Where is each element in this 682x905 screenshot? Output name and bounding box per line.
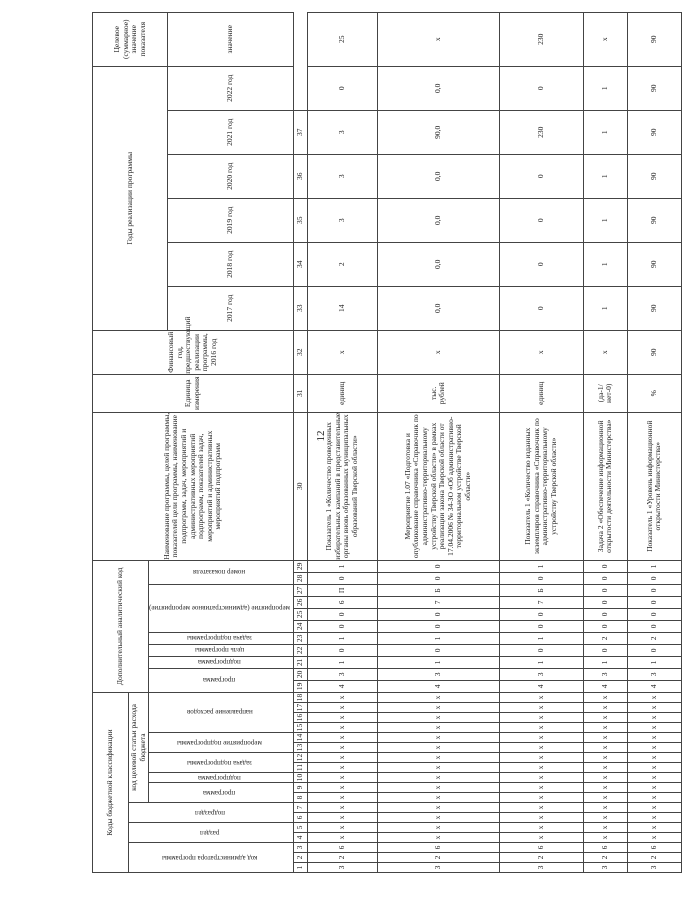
- row-fin-year-value: x: [377, 330, 499, 374]
- analytic-code-cell: 2: [583, 632, 627, 644]
- column-number: 25: [293, 608, 307, 620]
- code-cell: x: [377, 692, 499, 702]
- code-cell: x: [583, 743, 627, 753]
- row-name: Показатель 1 «Количество проведенных избирательных кампаний в представительные органы вновь образованных муниципальных образований Тверской области»: [307, 412, 377, 560]
- analytic-code-cell: 0: [307, 620, 377, 632]
- code-cell: x: [627, 773, 681, 783]
- year-2020-header: 2020 год: [168, 154, 293, 198]
- column-number: 17: [293, 703, 307, 713]
- row-unit: единиц: [307, 374, 377, 412]
- analytic-code-cell: 7: [499, 596, 583, 608]
- code-cell: x: [307, 723, 377, 733]
- code-cell: x: [627, 723, 681, 733]
- ac-subprogram-task-header: задача подпрограммы: [187, 634, 253, 643]
- row-unit: %: [627, 374, 681, 412]
- column-number: 5: [293, 823, 307, 833]
- row-fin-year-value: x: [307, 330, 377, 374]
- column-number: 34: [293, 242, 307, 286]
- ac-subprogram-header: подпрограмма: [198, 658, 241, 667]
- analytic-code-cell: 0: [583, 572, 627, 584]
- code-cell: x: [377, 813, 499, 823]
- table-body: [307, 12, 681, 872]
- analytic-code-cell: Б: [499, 584, 583, 596]
- year-2021-header: 2021 год: [168, 110, 293, 154]
- analytic-code-cell: 6: [307, 596, 377, 608]
- column-number: 4: [293, 833, 307, 843]
- column-number: 32: [293, 330, 307, 374]
- analytic-code-cell: 4: [627, 680, 681, 692]
- code-cell: 6: [583, 843, 627, 853]
- analytic-code-cell: 0: [627, 584, 681, 596]
- row-fin-year-value: x: [583, 330, 627, 374]
- code-cell: 3: [499, 863, 583, 873]
- code-cell: x: [377, 773, 499, 783]
- column-number: 15: [293, 723, 307, 733]
- row-year-value: 90: [627, 242, 681, 286]
- row-unit: единиц: [499, 374, 583, 412]
- code-cell: x: [583, 763, 627, 773]
- target-value-header: Целевое (суммарное) значение показателя: [93, 12, 168, 66]
- row-name: Показатель 1 «Уровень информационной открытости Министерства»: [627, 412, 681, 560]
- code-cell: x: [627, 823, 681, 833]
- row-year-value: 90: [627, 286, 681, 330]
- code-cell: x: [499, 703, 583, 713]
- code-cell: x: [499, 793, 583, 803]
- code-cell: x: [307, 692, 377, 702]
- code-cell: x: [499, 753, 583, 763]
- analytic-code-cell: 0: [377, 644, 499, 656]
- ac-indicator-no-header: номер показателя: [193, 568, 246, 577]
- table-stage: [92, 19, 663, 873]
- code-cell: x: [583, 793, 627, 803]
- row-year-value: 3: [307, 110, 377, 154]
- column-number: 33: [293, 286, 307, 330]
- code-cell: x: [307, 733, 377, 743]
- code-cell: x: [583, 753, 627, 763]
- analytic-code-cell: 0: [499, 608, 583, 620]
- analytic-code-cell: 0: [307, 572, 377, 584]
- code-cell: x: [627, 713, 681, 723]
- column-number: 24: [293, 620, 307, 632]
- code-cell: x: [307, 713, 377, 723]
- analytic-code-cell: 0: [627, 644, 681, 656]
- analytic-code-cell: 1: [377, 632, 499, 644]
- analytic-code-cell: 0: [583, 596, 627, 608]
- row-year-value: 90,0: [377, 110, 499, 154]
- code-cell: x: [627, 783, 681, 793]
- analytic-code-cell: 1: [307, 656, 377, 668]
- analytic-code-cell: 0: [499, 572, 583, 584]
- code-cell: x: [377, 763, 499, 773]
- row-target-value: x: [377, 12, 499, 66]
- table-row: [307, 12, 377, 872]
- row-target-value: 25: [307, 12, 377, 66]
- code-cell: x: [499, 833, 583, 843]
- analytic-code-cell: 0: [377, 608, 499, 620]
- analytic-code-cell: 4: [307, 680, 377, 692]
- subsection-header: подраздел: [194, 808, 225, 817]
- analytic-code-cell: 1: [307, 632, 377, 644]
- code-cell: x: [627, 763, 681, 773]
- analytic-code-cell: 0: [627, 608, 681, 620]
- row-year-value: 1: [583, 154, 627, 198]
- code-cell: x: [377, 783, 499, 793]
- column-number: 11: [293, 763, 307, 773]
- row-year-value: 0: [307, 66, 377, 110]
- code-cell: x: [499, 813, 583, 823]
- analytic-code-cell: 0: [499, 644, 583, 656]
- row-name: Показатель 1 «Количество изданных экземпляров справочника «Справочник по административно-территориальному устройству Тверской области»: [499, 412, 583, 560]
- ac-program-header: программа: [203, 676, 236, 685]
- rotated-table-area: [92, 19, 663, 873]
- row-year-value: 0: [499, 286, 583, 330]
- column-number: 10: [293, 773, 307, 783]
- analytic-code-cell: 0: [627, 620, 681, 632]
- code-cell: x: [627, 733, 681, 743]
- code-cell: 2: [499, 853, 583, 863]
- year-2019-header: 2019 год: [168, 198, 293, 242]
- row-year-value: 14: [307, 286, 377, 330]
- analytic-code-cell: 3: [307, 668, 377, 680]
- row-year-value: 0,0: [377, 198, 499, 242]
- row-year-value: 3: [307, 154, 377, 198]
- code-cell: x: [377, 703, 499, 713]
- column-number-row: [293, 12, 307, 872]
- code-cell: x: [627, 803, 681, 813]
- analytic-code-cell: 7: [377, 596, 499, 608]
- row-fin-year-value: x: [499, 330, 583, 374]
- column-number: 12: [293, 753, 307, 763]
- code-cell: x: [499, 692, 583, 702]
- code-cell: 2: [627, 853, 681, 863]
- analytic-code-cell: 0: [377, 572, 499, 584]
- row-year-value: 0,0: [377, 66, 499, 110]
- code-cell: x: [499, 803, 583, 813]
- years-header: Годы реализации программы: [93, 66, 168, 330]
- year-2018-header: 2018 год: [168, 242, 293, 286]
- row-year-value: 90: [627, 154, 681, 198]
- column-number: 28: [293, 572, 307, 584]
- code-cell: 3: [627, 863, 681, 873]
- code-cell: 6: [307, 843, 377, 853]
- ac-program-goal-header: цель программы: [194, 646, 245, 655]
- column-number: 3: [293, 843, 307, 853]
- code-cell: x: [583, 823, 627, 833]
- analytic-code-cell: 1: [499, 560, 583, 572]
- code-cell: x: [499, 723, 583, 733]
- code-cell: x: [627, 813, 681, 823]
- column-number: 19: [293, 680, 307, 692]
- analytic-code-cell: 1: [499, 656, 583, 668]
- code-cell: x: [307, 813, 377, 823]
- analytic-code-cell: П: [307, 584, 377, 596]
- row-year-value: 230: [499, 110, 583, 154]
- codes-header: Коды бюджетной классификации: [93, 692, 129, 872]
- code-cell: 2: [583, 853, 627, 863]
- code-cell: x: [583, 773, 627, 783]
- row-year-value: 1: [583, 198, 627, 242]
- analytic-code-cell: 1: [583, 656, 627, 668]
- row-year-value: 0,0: [377, 154, 499, 198]
- analytic-code-cell: 0: [307, 608, 377, 620]
- row-unit: (да-1/нет-0): [583, 374, 627, 412]
- code-cell: x: [583, 803, 627, 813]
- column-number: 26: [293, 596, 307, 608]
- row-year-value: 0: [499, 154, 583, 198]
- code-cell: x: [377, 743, 499, 753]
- analytic-code-cell: 3: [377, 668, 499, 680]
- section-header: раздел: [199, 828, 220, 837]
- analytic-code-cell: 1: [627, 560, 681, 572]
- row-year-value: 90: [627, 66, 681, 110]
- table-row: [499, 12, 583, 872]
- analytic-code-cell: 3: [499, 668, 583, 680]
- row-year-value: 0: [499, 242, 583, 286]
- program-code-header: программа: [203, 788, 236, 797]
- analytic-code-cell: 4: [377, 680, 499, 692]
- subprogram-code-header: подпрограмма: [198, 773, 241, 782]
- code-cell: x: [499, 713, 583, 723]
- row-unit: тыс. рублей: [377, 374, 499, 412]
- row-year-value: 0: [499, 198, 583, 242]
- code-cell: x: [307, 773, 377, 783]
- code-cell: x: [499, 823, 583, 833]
- fin-year-header: Финансовый год, предшествующий реализации программы, 2016 год: [93, 330, 294, 374]
- table-row: [583, 12, 627, 872]
- code-cell: x: [307, 803, 377, 813]
- code-cell: x: [377, 723, 499, 733]
- column-number: 16: [293, 713, 307, 723]
- column-number: 13: [293, 743, 307, 753]
- row-year-value: 2: [307, 242, 377, 286]
- code-cell: x: [583, 783, 627, 793]
- column-number: 9: [293, 783, 307, 793]
- code-cell: x: [499, 783, 583, 793]
- code-cell: x: [377, 793, 499, 803]
- row-year-value: 1: [583, 66, 627, 110]
- analytic-code-cell: 4: [583, 680, 627, 692]
- code-cell: x: [307, 823, 377, 833]
- ac-event-header: мероприятие (административное мероприятие): [149, 604, 291, 613]
- analytic-code-cell: 1: [377, 656, 499, 668]
- code-cell: 3: [377, 863, 499, 873]
- column-number: 35: [293, 198, 307, 242]
- column-number: 37: [293, 110, 307, 154]
- row-name: Мероприятие 1.07 «Подготовка и опубликование справочника «Справочник по административно-территориальному устройству Тверской области» в рамках реализации закона Тверской области от 17.04.2006 № 34-ЗО «Об административно-территориальном устройстве Тверской области»: [377, 412, 499, 560]
- code-cell: x: [307, 743, 377, 753]
- code-cell: 2: [377, 853, 499, 863]
- row-target-value: 230: [499, 12, 583, 66]
- code-cell: x: [307, 753, 377, 763]
- column-number: 1: [293, 863, 307, 873]
- code-cell: 6: [377, 843, 499, 853]
- code-cell: x: [583, 703, 627, 713]
- analytic-code-cell: 0: [377, 620, 499, 632]
- analytic-code-cell: Б: [377, 584, 499, 596]
- column-number: 31: [293, 374, 307, 412]
- year-2022-header: 2022 год: [168, 66, 293, 110]
- value-subheader: значение: [168, 12, 293, 66]
- code-cell: 3: [307, 863, 377, 873]
- code-cell: x: [583, 833, 627, 843]
- additional-code-header: Дополнительный аналитический код: [93, 560, 149, 692]
- code-cell: x: [499, 733, 583, 743]
- analytic-code-cell: 0: [583, 620, 627, 632]
- analytic-code-cell: 0: [583, 584, 627, 596]
- program-indicators-table: [92, 12, 682, 873]
- column-number: 21: [293, 656, 307, 668]
- code-cell: x: [377, 713, 499, 723]
- row-year-value: 1: [583, 110, 627, 154]
- task-code-header: задача подпрограммы: [187, 758, 253, 767]
- code-cell: x: [627, 753, 681, 763]
- column-number: 8: [293, 793, 307, 803]
- analytic-code-cell: 3: [583, 668, 627, 680]
- column-number: 22: [293, 644, 307, 656]
- table-row: [627, 12, 681, 872]
- code-cell: x: [583, 733, 627, 743]
- row-year-value: 90: [627, 110, 681, 154]
- row-year-value: 0: [499, 66, 583, 110]
- code-cell: x: [499, 773, 583, 783]
- code-cell: x: [377, 733, 499, 743]
- table-row: [377, 12, 499, 872]
- column-number: 6: [293, 813, 307, 823]
- column-number: 30: [293, 412, 307, 560]
- code-cell: x: [627, 743, 681, 753]
- analytic-code-cell: 0: [583, 644, 627, 656]
- column-number: 2: [293, 853, 307, 863]
- code-cell: x: [583, 713, 627, 723]
- code-cell: x: [499, 763, 583, 773]
- analytic-code-cell: 0: [627, 596, 681, 608]
- code-cell: x: [499, 743, 583, 753]
- column-number: 7: [293, 803, 307, 813]
- column-number: 14: [293, 733, 307, 743]
- analytic-code-cell: 0: [307, 644, 377, 656]
- code-cell: x: [307, 793, 377, 803]
- direction-code-header: направление расходов: [186, 708, 253, 717]
- column-number: 27: [293, 584, 307, 596]
- analytic-code-cell: 4: [499, 680, 583, 692]
- row-year-value: 0,0: [377, 242, 499, 286]
- code-cell: x: [377, 803, 499, 813]
- code-cell: 2: [307, 853, 377, 863]
- code-cell: x: [627, 833, 681, 843]
- code-cell: 3: [583, 863, 627, 873]
- analytic-code-cell: 0: [627, 572, 681, 584]
- row-year-value: 90: [627, 198, 681, 242]
- analytic-code-cell: 0: [499, 620, 583, 632]
- admin-code-header: код администратора программы: [161, 853, 258, 862]
- code-cell: 6: [627, 843, 681, 853]
- code-cell: x: [307, 833, 377, 843]
- row-year-value: 1: [583, 286, 627, 330]
- analytic-code-cell: 1: [307, 560, 377, 572]
- analytic-code-cell: 0: [583, 608, 627, 620]
- column-number: 36: [293, 154, 307, 198]
- code-cell: x: [627, 703, 681, 713]
- analytic-code-cell: 0: [377, 560, 499, 572]
- code-cell: x: [307, 763, 377, 773]
- analytic-code-cell: 0: [583, 560, 627, 572]
- code-cell: 6: [499, 843, 583, 853]
- code-cell: x: [583, 813, 627, 823]
- code-cell: x: [627, 692, 681, 702]
- code-cell: x: [583, 692, 627, 702]
- row-target-value: x: [583, 12, 627, 66]
- row-year-value: 1: [583, 242, 627, 286]
- code-cell: x: [583, 723, 627, 733]
- code-cell: x: [377, 753, 499, 763]
- code-cell: x: [627, 793, 681, 803]
- code-cell: x: [307, 783, 377, 793]
- column-number: 29: [293, 560, 307, 572]
- row-year-value: 3: [307, 198, 377, 242]
- row-name: Задача 2 «Обеспечение информационной открытости деятельности Министерства»: [583, 412, 627, 560]
- code-cell: x: [307, 703, 377, 713]
- code-cell: x: [377, 833, 499, 843]
- analytic-code-cell: 1: [499, 632, 583, 644]
- column-number: 18: [293, 692, 307, 702]
- unit-column-header: Единица измерения: [93, 374, 294, 412]
- row-fin-year-value: 90: [627, 330, 681, 374]
- analytic-code-cell: 1: [627, 656, 681, 668]
- analytic-code-cell: 3: [627, 668, 681, 680]
- column-number: 23: [293, 632, 307, 644]
- year-2017-header: 2017 год: [168, 286, 293, 330]
- event-code-header: мероприятие подпрограммы: [177, 738, 262, 747]
- target-article-header: код целевой статьи расхода бюджета: [129, 692, 149, 802]
- page-number: 12: [315, 430, 327, 442]
- row-year-value: 0,0: [377, 286, 499, 330]
- column-number: 20: [293, 668, 307, 680]
- code-cell: x: [377, 823, 499, 833]
- row-target-value: 90: [627, 12, 681, 66]
- analytic-code-cell: 2: [627, 632, 681, 644]
- name-column-header: Наименование программы, целей программы, показателей цели программы, наименование подпрограмм, задач, мероприятий и административных мероприятий подпрограмм, показателей задач, мероприятий и административных мероприятий подпрограмм: [93, 412, 294, 560]
